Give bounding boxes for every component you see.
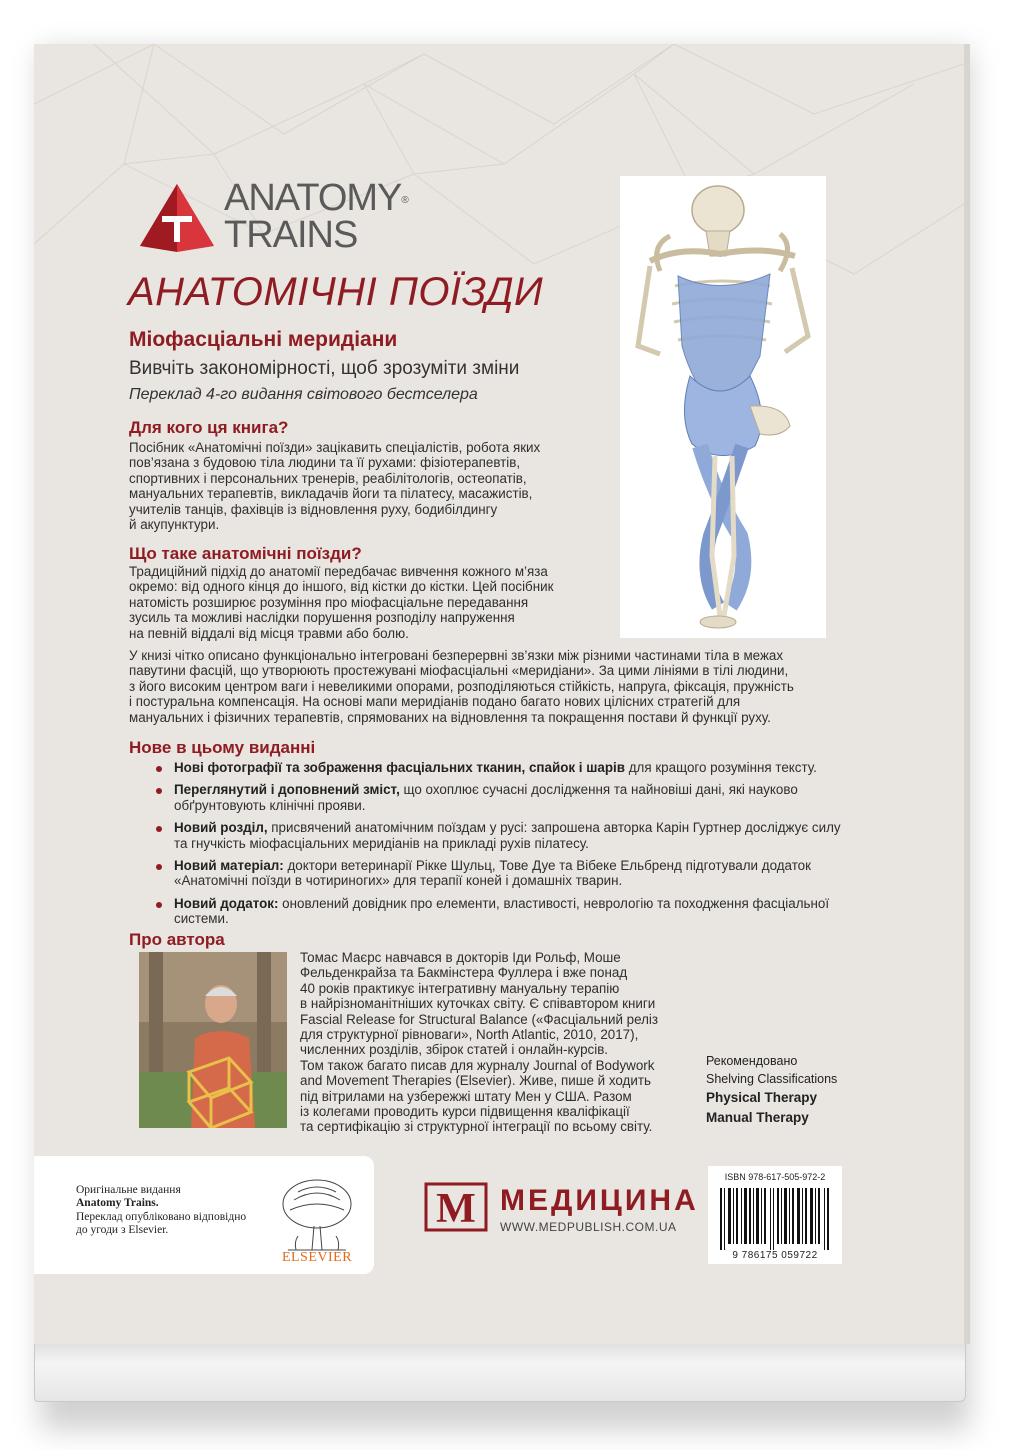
elsevier-notice (34, 1156, 374, 1274)
author-photo (139, 952, 287, 1128)
book-subtitle: Міофасціальні меридіани (129, 328, 398, 351)
publisher-name: МЕДИЦИНА (500, 1184, 699, 1217)
list-item-bold: Новий додаток: (174, 895, 279, 911)
author-bio (300, 950, 700, 1135)
logo-line-1: ANATOMY (224, 177, 402, 219)
elsevier-brand: ELSEVIER (281, 1250, 353, 1265)
elsevier-line: Переклад опубліковано відповідно (76, 1210, 247, 1223)
author-line: та сертифікацію зі структурної інтеграції по всьому світу. (300, 1119, 653, 1135)
list-item-text: що охоплює сучасні дослідження та найновіші дані, які науково обґрунтовують клінічні прояви. (174, 782, 798, 813)
heading-for-whom: Для кого ця книга? (129, 418, 289, 437)
what-is-line: окремо: від одного кінця до іншого, від кістки до кістки. Цей посібник (129, 579, 554, 595)
medicina-logo-icon (424, 1178, 488, 1234)
for-whom-line: мануальних терапевтів, викладачів йоги та пілатесу, масажистів, (129, 486, 533, 502)
shelving-category-2: Manual Therapy (706, 1110, 809, 1125)
barcode-digits: 9 786175 059722 (732, 1250, 818, 1261)
bullet-icon (156, 902, 162, 908)
for-whom-line: пов’язана з будовою тіла людини та її рухами: фізіотерапевтів, (129, 455, 521, 471)
what-is-line: на певній віддалі від місця травми або болю. (129, 625, 409, 641)
description-line: і постуральна компенсація. На основі мапи меридіанів подано багато нових цілісних стратегій для (129, 694, 741, 710)
translation-note: Переклад 4-го видання світового бестселера (129, 386, 478, 403)
author-line: для структурної рівноваги», North Atlantic, 2010, 2017), (300, 1027, 639, 1043)
what-is-line: Традиційний підхід до анатомії передбачає вивчення кожного м’яза (129, 564, 548, 579)
book-title: АНАТОМІЧНІ ПОЇЗДИ (128, 270, 544, 314)
author-line: Фельденкрайза та Бакмінстера Фуллера і вже понад (300, 965, 628, 981)
description-line: мануальних і фізичних терапевтів, спрямованих на відновлення та покращення постави й функції руху. (129, 709, 771, 725)
list-item-text: для кращого розуміння тексту. (625, 760, 817, 775)
for-whom-line: й акупунктури. (129, 517, 220, 533)
list-item-bold: Переглянутий і доповнений зміст, (174, 782, 400, 798)
author-line: Fascial Release for Structural Balance («Фасціальний реліз (300, 1011, 659, 1027)
list-item (156, 820, 856, 851)
barcode-icon (720, 1188, 830, 1250)
heading-what-is: Що таке анатомічні поїзди? (129, 544, 362, 563)
bullet-icon (156, 766, 162, 772)
list-item-text: присвячений анатомічним поїздам у русі: запрошена авторка Карін Гуртнер досліджує силу та гнучкість міофасціальних меридіанів на прикладі рухів пілатесу. (174, 820, 841, 851)
list-item-bold: Новий розділ, (174, 820, 268, 836)
what-is-line: натомість розширює розуміння про міофасціальне передавання (129, 594, 529, 610)
list-item (156, 858, 856, 889)
shelving-category-1: Physical Therapy (706, 1090, 818, 1105)
shelving-classifications (706, 1052, 906, 1128)
triangle-logo-icon (138, 182, 216, 254)
shelving-label: Shelving Classifications (706, 1072, 838, 1086)
shelving-recommended: Рекомендовано (706, 1054, 798, 1068)
description-text (129, 648, 849, 725)
author-line: 40 років практикує інтегративну мануальну терапію (300, 980, 620, 996)
author-line: численних розділів, збірок статей і онлайн-курсів. (300, 1042, 609, 1058)
for-whom-line: спортивних і персональних тренерів, реабілітологів, остеопатів, (129, 470, 527, 486)
bullet-icon (156, 864, 162, 870)
author-line: під вітрилами на узбережжі штату Мен у США. Разом (300, 1088, 632, 1104)
bullet-icon (156, 788, 162, 794)
list-item (156, 782, 856, 813)
logo-line-2: TRAINS (224, 214, 358, 256)
elsevier-line: Anatomy Trains. (76, 1197, 159, 1210)
skeleton-illustration (620, 176, 826, 638)
logo-registered: ® (401, 195, 408, 206)
author-line: із колегами проводить курси підвищення кваліфікації (300, 1104, 630, 1120)
for-whom-line: Посібник «Анатомічні поїзди» зацікавить спеціалістів, робота яких (129, 440, 541, 455)
list-item-bold: Новий матеріал: (174, 858, 284, 874)
elsevier-line: Оригінальне видання (76, 1184, 181, 1196)
list-item-text: оновлений довідник про елементи, властивості, неврологію та походження фасціальної системи. (174, 895, 830, 927)
author-line: в найрізноманітніших куточках світу. Є співавтором книги (300, 996, 656, 1012)
for-whom-text (129, 440, 609, 532)
publisher-url: WWW.MEDPUBLISH.COM.UA (500, 1220, 677, 1234)
description-line: У книзі чітко описано функціонально інтегровані безперервні зв’язки між різними частинами тіла в межах (129, 648, 784, 663)
isbn-barcode (708, 1166, 842, 1264)
elsevier-text (76, 1184, 276, 1238)
author-line: Том також багато писав для журналу Journal of Bodywork (300, 1057, 655, 1073)
book-page-edge (34, 1338, 966, 1402)
author-line: Томас Маєрс навчався в докторів Іди Рольф, Моше (300, 950, 621, 965)
what-is-text (129, 564, 609, 641)
book-tagline: Вивчіть закономірності, щоб зрозуміти зміни (129, 358, 520, 379)
list-item (156, 896, 856, 927)
list-item-text: доктори ветеринарії Рікке Шульц, Тове Дуе та Вібеке Ельбренд підготували додаток «Анатомічні поїзди в чотириногих» для терапії коней і домашніх тварин. (174, 858, 811, 889)
heading-new-edition: Нове в цьому виданні (129, 738, 316, 757)
list-item-bold: Нові фотографії та зображення фасціальних тканин, спайок і шарів (174, 760, 625, 775)
what-is-line: зусиль та можливі наслідки порушення розподілу напруження (129, 610, 515, 626)
description-line: з його високим центром ваги і невеликими опорами, розподіляються стійкість, напруга, фіксація, пружність (129, 678, 794, 694)
description-line: павутини фасцій, що утворюють простежувані міофасціальні «меридіани». За цими лініями в тілі людини, (129, 663, 789, 679)
list-item (156, 760, 856, 775)
heading-author: Про автора (129, 930, 225, 949)
isbn-text: ISBN 978-617-505-972-2 (724, 1172, 826, 1182)
author-line: and Movement Therapies (Elsevier). Живе, пише й ходить (300, 1073, 651, 1089)
skeleton-muscles-image (620, 176, 826, 638)
for-whom-line: учителів танців, фахівців із відновлення руху, бодибілдингу (129, 501, 498, 517)
publisher-logo (424, 1178, 699, 1239)
medicina-logo-letter: М (436, 1186, 476, 1232)
new-edition-list (156, 760, 856, 934)
book-back-cover (34, 44, 970, 1344)
bullet-icon (156, 826, 162, 832)
elsevier-line: до угоди з Elsevier. (76, 1224, 169, 1237)
